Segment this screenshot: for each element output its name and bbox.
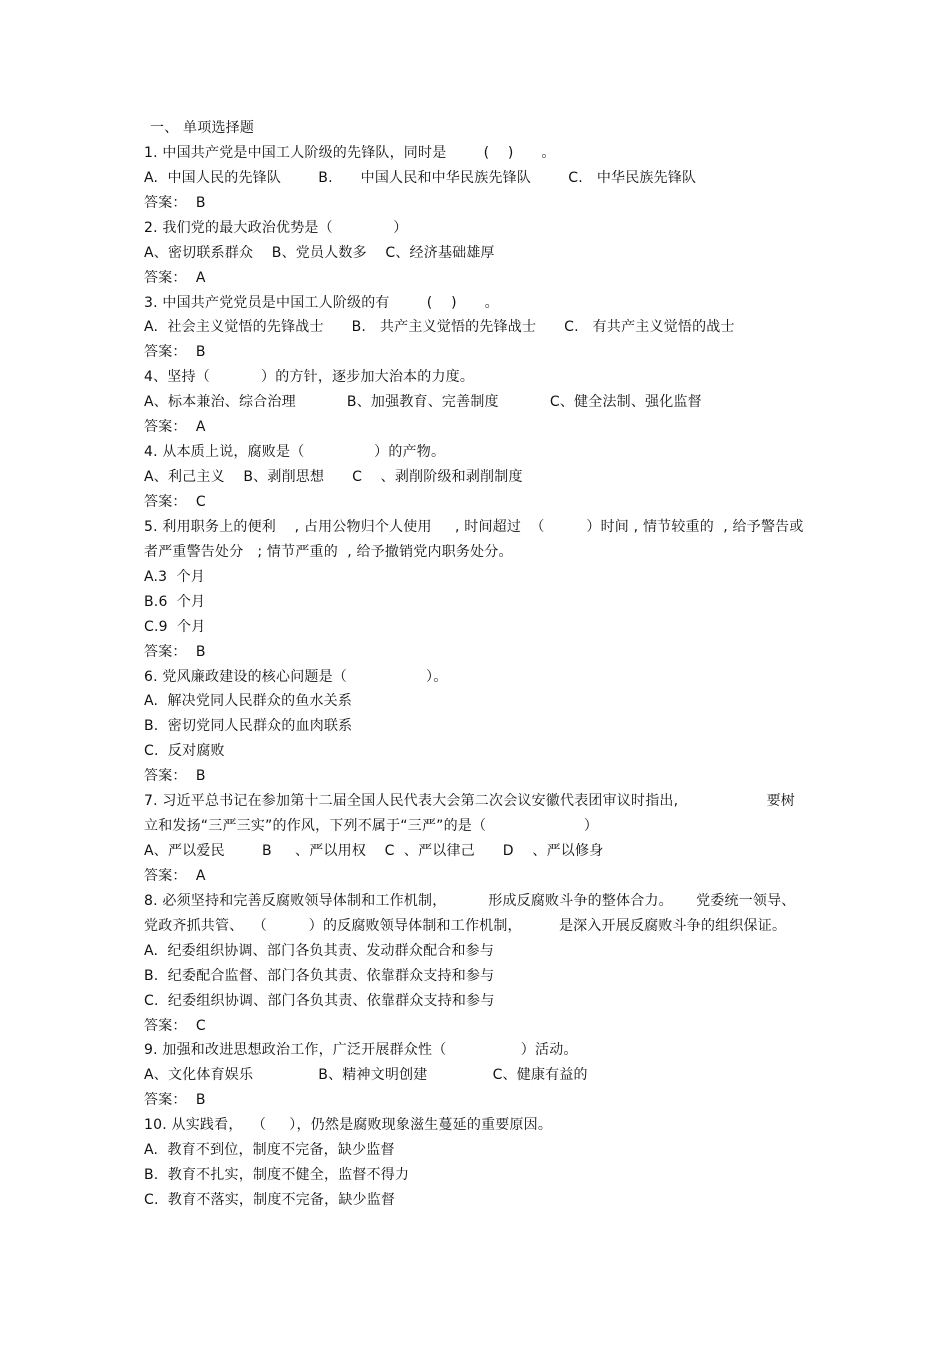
document-line: 2. 我们党的最大政治优势是（ ） [144, 219, 408, 236]
document-line: A、文化体育娱乐 B、精神文明创建 C、健康有益的 [144, 1067, 588, 1084]
document-line: A. 中国人民的先锋队 B. 中国人民和中华民族先锋队 C. 中华民族先锋队 [144, 169, 697, 186]
document-line: A、标本兼治、综合治理 B、加强教育、完善制度 C、健全法制、强化监督 [144, 394, 702, 411]
document-line: 1. 中国共产党是中国工人阶级的先锋队，同时是 ( ) 。 [144, 144, 556, 161]
document-line: 4、坚持（ ）的方针，逐步加大治本的力度。 [144, 369, 475, 386]
document-line: 党政齐抓共管、 （ ）的反腐败领导体制和工作机制， 是深入开展反腐败斗争的组织保证。 [144, 917, 787, 934]
document-line: 答案： B [144, 1092, 206, 1109]
document-line: 答案： A [144, 867, 206, 884]
document-line: 答案： B [144, 344, 206, 361]
document-line: A、严以爱民 B 、严以用权 C 、严以律己 D 、严以修身 [144, 843, 604, 859]
document-line: C. 反对腐败 [144, 743, 225, 760]
section-heading: 一、 单项选择题 [150, 120, 255, 136]
document-line: C. 教育不落实，制度不完备，缺少监督 [144, 1192, 396, 1208]
document-line: A、密切联系群众 B、党员人数多 C、经济基础雄厚 [144, 244, 495, 261]
document-line: 8. 必须坚持和完善反腐败领导体制和工作机制， 形成反腐败斗争的整体合力。 党委统一领导、 [144, 892, 796, 909]
document-line: 9. 加强和改进思想政治工作，广泛开展群众性（ ）活动。 [144, 1042, 578, 1059]
document-line: 答案： B [144, 194, 206, 211]
document-line: A. 社会主义觉悟的先锋战士 B. 共产主义觉悟的先锋战士 C. 有共产主义觉悟的战士 [144, 319, 735, 336]
document-line: A. 教育不到位，制度不完备，缺少监督 [144, 1142, 395, 1159]
document-line: 答案： B [144, 643, 206, 660]
document-line: A. 解决党同人民群众的鱼水关系 [144, 693, 353, 710]
document-line: 者严重警告处分 ; 情节严重的 , 给予撤销党内职务处分。 [144, 543, 513, 560]
document-line: B. 教育不扎实，制度不健全，监督不得力 [144, 1167, 410, 1184]
document-line: 答案： C [144, 493, 206, 510]
document-line: 4. 从本质上说，腐败是（ ）的产物。 [144, 444, 446, 461]
document-line: B.6 个月 [144, 593, 206, 610]
document-line: 答案： C [144, 1017, 206, 1034]
document-line: 6. 党风廉政建设的核心问题是（ ）。 [144, 668, 448, 685]
document-line: B. 密切党同人民群众的血肉联系 [144, 718, 353, 735]
document-line: C.9 个月 [144, 618, 206, 635]
document-line: 立和发扬“三严三实”的作风，下列不属于“三严”的是（ ） [144, 818, 599, 834]
document-line: 10. 从实践看， （ ），仍然是腐败现象滋生蔓延的重要原因。 [144, 1117, 553, 1134]
document-line: 3. 中国共产党党员是中国工人阶级的有 ( ) 。 [144, 294, 499, 311]
document-line: B. 纪委配合监督、部门各负其责、依靠群众支持和参与 [144, 967, 495, 984]
document-line: A、利己主义 B、剥削思想 C 、剥削阶级和剥削制度 [144, 469, 523, 485]
document-line: 7. 习近平总书记在参加第十二届全国人民代表大会第二次会议安徽代表团审议时指出, 要树 [144, 793, 796, 810]
document-line: A. 纪委组织协调、部门各负其责、发动群众配合和参与 [144, 942, 495, 959]
document-line: 答案： A [144, 269, 206, 286]
document-line: 答案： A [144, 419, 206, 436]
document-line: 5. 利用职务上的便利 , 占用公物归个人使用 , 时间超过 （ ）时间 , 情节较重的 , 给予警告或 [144, 518, 804, 535]
document-line: 答案： B [144, 768, 206, 785]
document-line: C. 纪委组织协调、部门各负其责、依靠群众支持和参与 [144, 992, 495, 1009]
document-line: A.3 个月 [144, 568, 205, 585]
